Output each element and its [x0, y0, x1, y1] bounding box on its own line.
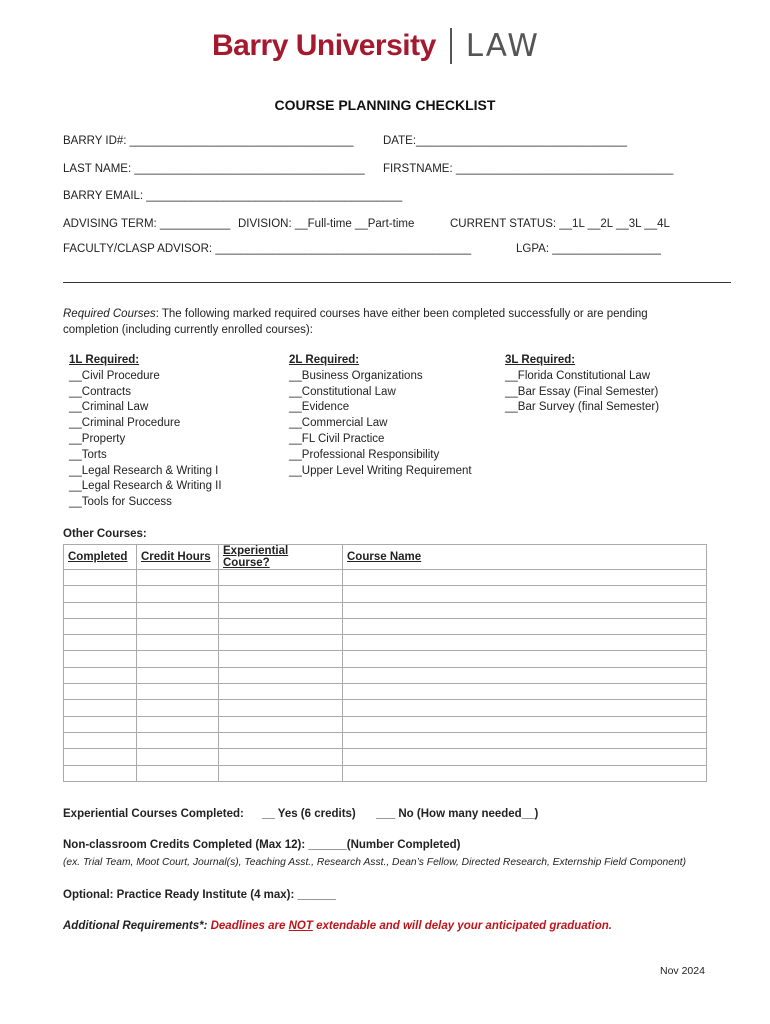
first-name-field[interactable]: FIRSTNAME: __________________________________ — [383, 163, 674, 175]
table-cell[interactable] — [137, 635, 219, 651]
section-divider — [63, 282, 731, 283]
table-row — [64, 684, 707, 700]
table-cell[interactable] — [343, 716, 707, 732]
table-cell[interactable] — [64, 749, 137, 765]
table-cell[interactable] — [343, 667, 707, 683]
table-cell[interactable] — [343, 635, 707, 651]
table-cell[interactable] — [343, 586, 707, 602]
column-header-course-name: Course Name — [343, 545, 707, 570]
table-cell[interactable] — [64, 651, 137, 667]
table-cell[interactable] — [219, 684, 343, 700]
table-row — [64, 618, 707, 634]
non-classroom-note: (ex. Trial Team, Moot Court, Journal(s), Teaching Asst., Research Asst., Dean’s Fellow, Directed Research, Externship Field Component) — [63, 857, 687, 868]
checklist-item[interactable]: __Bar Essay (Final Semester) — [505, 385, 659, 398]
logo-school-text: LAW — [465, 28, 540, 64]
checklist-item[interactable]: __Torts — [69, 448, 107, 461]
checklist-item[interactable]: __Tools for Success — [69, 496, 172, 509]
column-header-completed: Completed — [64, 545, 137, 570]
table-row — [64, 732, 707, 748]
table-cell[interactable] — [137, 765, 219, 781]
checklist-item[interactable]: __Upper Level Writing Requirement — [289, 464, 472, 477]
required-2l-heading: 2L Required: — [289, 354, 360, 366]
checklist-item[interactable]: __Business Organizations — [289, 369, 423, 382]
table-row — [64, 716, 707, 732]
checklist-item[interactable]: __FL Civil Practice — [289, 432, 385, 445]
checklist-item[interactable]: __Criminal Law — [69, 401, 149, 414]
barry-law-logo — [212, 26, 540, 66]
table-row — [64, 765, 707, 781]
current-status-field[interactable]: CURRENT STATUS: __1L __2L __3L __4L — [450, 218, 670, 230]
table-row — [64, 651, 707, 667]
table-cell[interactable] — [64, 635, 137, 651]
additional-requirements-label: Additional Requirements* — [63, 920, 204, 932]
table-cell[interactable] — [64, 716, 137, 732]
page-title: COURSE PLANNING CHECKLIST — [274, 97, 496, 113]
logo-university-text: Barry University — [212, 29, 436, 62]
deadline-not: NOT — [288, 920, 313, 932]
experiential-no-option[interactable]: ___ No (How many needed__) — [376, 808, 539, 820]
barry-id-field[interactable]: BARRY ID#: ___________________________________ — [63, 135, 354, 147]
table-cell[interactable] — [64, 570, 137, 586]
required-2l-column — [289, 353, 472, 479]
required-1l-heading: 1L Required: — [69, 354, 140, 366]
table-cell[interactable] — [137, 586, 219, 602]
non-classroom-credits-field[interactable]: Non-classroom Credits Completed (Max 12): ______(Number Completed) — [63, 839, 461, 851]
table-row — [64, 667, 707, 683]
division-field[interactable]: DIVISION: __Full-time __Part-time — [238, 218, 415, 230]
table-row — [64, 570, 707, 586]
deadline-text-a: Deadlines are — [210, 920, 289, 932]
checklist-item[interactable]: __Florida Constitutional Law — [505, 369, 651, 382]
footer-date: Nov 2024 — [660, 965, 705, 977]
table-cell[interactable] — [137, 618, 219, 634]
table-cell[interactable] — [343, 570, 707, 586]
table-cell[interactable] — [64, 586, 137, 602]
checklist-item[interactable]: __Legal Research & Writing I — [69, 464, 219, 477]
checklist-item[interactable]: __Evidence — [289, 401, 350, 414]
table-cell[interactable] — [64, 765, 137, 781]
table-cell[interactable] — [137, 716, 219, 732]
table-cell[interactable] — [219, 586, 343, 602]
checklist-item[interactable]: __Contracts — [69, 385, 132, 398]
table-cell[interactable] — [137, 602, 219, 618]
table-row — [64, 635, 707, 651]
table-cell[interactable] — [219, 570, 343, 586]
column-header-credit-hours: Credit Hours — [137, 545, 219, 570]
lgpa-field[interactable]: LGPA: _________________ — [516, 243, 661, 255]
table-cell[interactable] — [219, 602, 343, 618]
table-cell[interactable] — [137, 570, 219, 586]
table-row — [64, 700, 707, 716]
table-cell[interactable] — [219, 765, 343, 781]
table-row — [64, 586, 707, 602]
table-cell[interactable] — [343, 765, 707, 781]
table-cell[interactable] — [343, 602, 707, 618]
column-header-experiential: Experiential Course? — [219, 545, 343, 570]
table-cell[interactable] — [219, 651, 343, 667]
checklist-item[interactable]: __Bar Survey (final Semester) — [505, 401, 660, 414]
experiential-label: Experiential Courses Completed: — [63, 808, 244, 820]
checklist-item[interactable]: __Criminal Procedure — [69, 417, 181, 430]
additional-requirements — [63, 920, 612, 932]
experiential-yes-option[interactable]: __ Yes (6 credits) — [262, 808, 356, 820]
last-name-field[interactable]: LAST NAME: ____________________________________ — [63, 163, 365, 175]
table-cell[interactable] — [137, 667, 219, 683]
table-cell[interactable] — [219, 749, 343, 765]
required-1l-column — [69, 353, 222, 511]
table-cell[interactable] — [343, 684, 707, 700]
date-field[interactable]: DATE:_________________________________ — [383, 135, 628, 147]
table-cell[interactable] — [64, 602, 137, 618]
logo-divider — [450, 28, 452, 64]
required-courses-text: : The following marked required courses have either been completed successfully or are pending completion (including currently enrolled courses): — [63, 308, 648, 336]
checklist-item[interactable]: __Civil Procedure — [69, 369, 160, 382]
required-courses-intro — [63, 306, 663, 338]
advising-term-field[interactable]: ADVISING TERM: ___________ — [63, 218, 231, 230]
table-cell[interactable] — [137, 700, 219, 716]
table-cell[interactable] — [137, 732, 219, 748]
checklist-item[interactable]: __Commercial Law — [289, 417, 388, 430]
table-cell[interactable] — [64, 684, 137, 700]
table-cell[interactable] — [137, 749, 219, 765]
table-cell[interactable] — [64, 667, 137, 683]
table-cell[interactable] — [343, 618, 707, 634]
table-cell[interactable] — [64, 732, 137, 748]
table-cell[interactable] — [219, 635, 343, 651]
table-cell[interactable] — [64, 700, 137, 716]
table-cell[interactable] — [219, 716, 343, 732]
table-cell[interactable] — [219, 732, 343, 748]
required-courses-label: Required Courses — [63, 308, 156, 320]
barry-email-field[interactable]: BARRY EMAIL: ________________________________________ — [63, 190, 403, 202]
faculty-advisor-field[interactable]: FACULTY/CLASP ADVISOR: ________________________________________ — [63, 243, 472, 255]
table-cell[interactable] — [219, 618, 343, 634]
required-3l-heading: 3L Required: — [505, 354, 576, 366]
table-cell[interactable] — [343, 732, 707, 748]
checklist-item[interactable]: __Legal Research & Writing II — [69, 480, 222, 493]
table-cell[interactable] — [137, 651, 219, 667]
other-courses-heading: Other Courses: — [63, 528, 147, 540]
table-header-row — [64, 545, 707, 570]
table-cell[interactable] — [219, 700, 343, 716]
table-cell[interactable] — [343, 700, 707, 716]
deadline-text-b: extendable and will delay your anticipated graduation. — [312, 920, 612, 932]
table-cell[interactable] — [64, 618, 137, 634]
table-cell[interactable] — [343, 651, 707, 667]
table-cell[interactable] — [343, 749, 707, 765]
other-courses-table — [63, 544, 707, 782]
table-row — [64, 602, 707, 618]
table-row — [64, 749, 707, 765]
checklist-item[interactable]: __Professional Responsibility — [289, 448, 440, 461]
optional-practice-ready-field[interactable]: Optional: Practice Ready Institute (4 max): ______ — [63, 889, 336, 901]
table-cell[interactable] — [137, 684, 219, 700]
checklist-item[interactable]: __Constitutional Law — [289, 385, 396, 398]
table-cell[interactable] — [219, 667, 343, 683]
additional-colon: : — [203, 920, 211, 932]
checklist-item[interactable]: __Property — [69, 432, 126, 445]
required-3l-column — [505, 353, 659, 416]
